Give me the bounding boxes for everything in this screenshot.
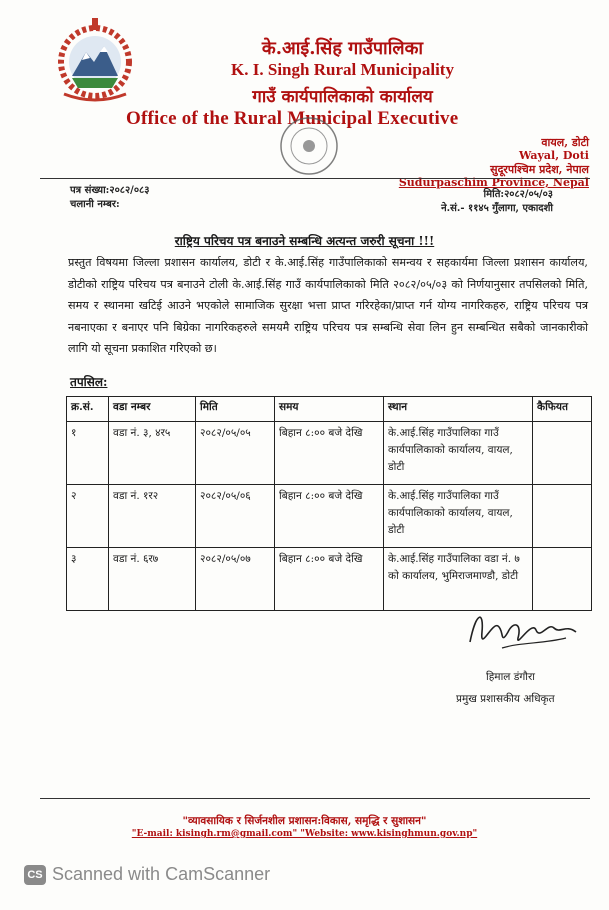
cell-time: बिहान ८:०० बजे देखि (275, 485, 384, 548)
footer-contact (0, 829, 609, 839)
footer-contact-text: "E-mail: kisingh.rm@gmail.com" "Website: www.kisinghmun.gov.np" (131, 829, 478, 839)
cell-remarks (533, 485, 592, 548)
address-line-2: Wayal, Doti (518, 149, 589, 162)
office-name-nepali: गाउँ कार्यपालिकाको कार्यालय (252, 87, 433, 107)
cell-place: के.आई.सिंह गाउँपालिका वडा नं. ७ को कार्यालय, भुमिराजमाण्डौ, डोटी (384, 548, 533, 611)
table-row (67, 485, 592, 548)
signatory-title: प्रमुख प्रशासकीय अधिकृत (456, 693, 555, 705)
footer-slogan: "व्यावसायिक र सिर्जनशील प्रशासन:विकास, समृद्धि र सुशासन" (182, 815, 427, 827)
schedule-table (66, 396, 592, 611)
col-place: स्थान (384, 397, 533, 422)
cell-time: बिहान ८:०० बजे देखि (275, 548, 384, 611)
table-header-row (67, 397, 592, 422)
cell-date: २०८२/०५/०७ (196, 548, 275, 611)
address-line-1: वायल, डोटी (541, 136, 589, 149)
cell-place: के.आई.सिंह गाउँपालिका गाउँ कार्यपालिकाको कार्यालय, वायल, डोटी (384, 485, 533, 548)
subject-text: राष्ट्रिय परिचय पत्र बनाउने सम्बन्धि अत्यन्त जरुरी सूचना !!! (174, 234, 435, 248)
col-serial: क्र.सं. (67, 397, 109, 422)
municipality-name-nepali: के.आई.सिंह गाउँपालिका (261, 38, 424, 59)
office-name-english: Office of the Rural Municipal Executive (126, 108, 459, 129)
col-time: समय (275, 397, 384, 422)
dispatch-number: चलानी नम्बर: (70, 199, 120, 210)
cell-remarks (533, 422, 592, 485)
handwritten-signature (462, 602, 582, 662)
cell-date: २०८२/०५/०५ (196, 422, 275, 485)
cell-serial: ३ (67, 548, 109, 611)
details-label: तपसिल: (70, 375, 108, 389)
cell-date: २०८२/०५/०६ (196, 485, 275, 548)
notice-subject (0, 232, 609, 249)
col-ward: वडा नम्बर (109, 397, 196, 422)
signatory-name: हिमाल डंगौरा (486, 671, 536, 683)
cell-serial: २ (67, 485, 109, 548)
scanner-watermark (24, 864, 270, 885)
camscanner-icon: CS (24, 865, 46, 885)
cell-serial: १ (67, 422, 109, 485)
col-remarks: कैफियत (533, 397, 592, 422)
municipality-name-english: K. I. Singh Rural Municipality (231, 60, 454, 79)
cell-ward: वडा नं. १र२ (109, 485, 196, 548)
cell-ward: वडा नं. ६र७ (109, 548, 196, 611)
cell-ward: वडा नं. ३, ४र५ (109, 422, 196, 485)
header-divider (40, 178, 590, 179)
watermark-text: Scanned with CamScanner (52, 864, 271, 884)
nepal-era-date: ने.सं.- ११४५ गुँलागा, एकादशी (441, 203, 553, 214)
address-line-4: Sudurpaschim Province, Nepal (398, 176, 589, 189)
notice-body: प्रस्तुत विषयमा जिल्ला प्रशासन कार्यालय, डोटी र के.आई.सिंह गाउँपालिकाको समन्वय र सहकार्यमा जिल्ला प्रशासन कार्यालय, डोटीको राष्ट्रिय परिचय पत्र बनाउने टोली के.आई.सिंह गाउँ कार्यपालिकाको मिति २०८२/०५/०३ को निर्णयानुसार तपसिलको मिति, समय र स्थानमा खटिई आउने भएकोले सामाजिक सुरक्षा भत्ता प्राप्त गरिरहेका/प्राप्त गर्न योग्य नागरिकहरु, राष्ट्रिय परिचय पत्र नबनाएका र बनाएर पनि बिग्रेका नागरिकहरुले समयमै राष्ट्रिय परिचय पत्र सम्बन्धि सेवा लिन हुन सम्बन्धित सबैको जानकारीको लागि यो सूचना प्रकाशित गरिएको छ। (68, 256, 588, 355)
letter-number: पत्र संख्या:२०८२/०८३ (70, 185, 150, 196)
footer-divider (40, 798, 590, 799)
office-stamp (270, 112, 348, 184)
cell-time: बिहान ८:०० बजे देखि (275, 422, 384, 485)
table-row (67, 422, 592, 485)
letter-date: मिति:२०८२/०५/०३ (483, 189, 553, 200)
col-date: मिति (196, 397, 275, 422)
address-line-3: सुदूरपश्चिम प्रदेश, नेपाल (490, 163, 589, 176)
cell-place: के.आई.सिंह गाउँपालिका गाउँ कार्यपालिकाको कार्यालय, वायल, डोटी (384, 422, 533, 485)
